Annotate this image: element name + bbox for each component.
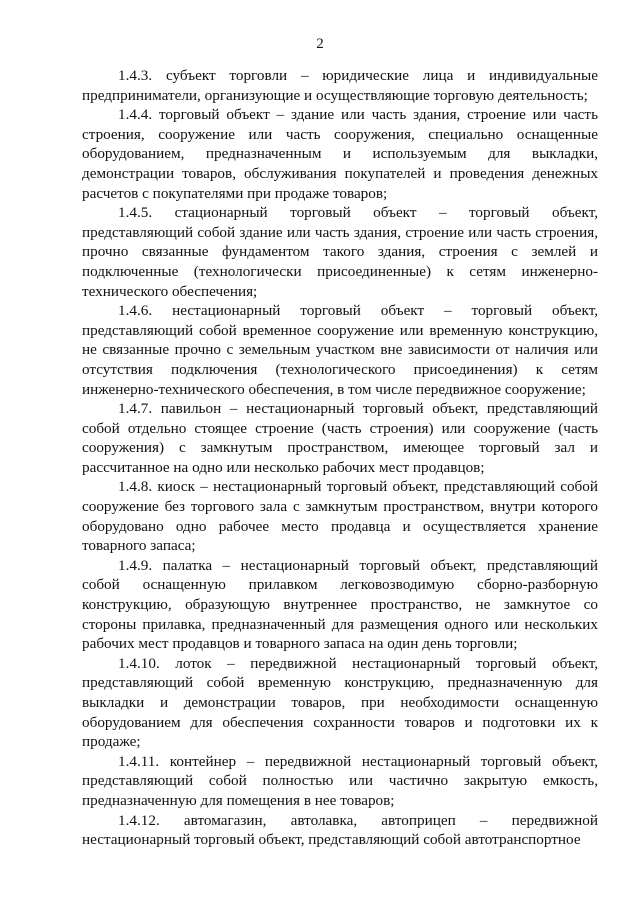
document-body: [82, 66, 598, 850]
paragraph-1-4-10: 1.4.10. лоток – передвижной нестационарный торговый объект, представляющий собой временную конструкцию, предназначенную для выкладки и демонстрации товаров, при необходимости оснащенную оборудованием для обеспечения сохранности товаров и подготовки их к продаже;: [82, 654, 598, 751]
paragraph-1-4-12: 1.4.12. автомагазин, автолавка, автоприцеп – передвижной нестационарный торговый объект, представляющий собой автотранспортное: [82, 811, 598, 849]
paragraph-1-4-3: 1.4.3. субъект торговли – юридические лица и индивидуальные предприниматели, организующие и осуществляющие торговую деятельность;: [82, 67, 598, 104]
paragraph-1-4-11: 1.4.11. контейнер – передвижной нестационарный торговый объект, представляющий собой полностью или частично закрытую емкость, предназначенную для помещения в нее товаров;: [82, 752, 598, 809]
paragraph-1-4-7: 1.4.7. павильон – нестационарный торговый объект, представляющий собой отдельно стоящее строение (часть строения) или сооружение (часть сооружения) с замкнутым пространством, имеющее торговый зал и рассчитанное на одно или несколько рабочих мест продавцов;: [82, 400, 598, 476]
paragraph-1-4-9: 1.4.9. палатка – нестационарный торговый объект, представляющий собой оснащенную прилавком легковозводимую сборно-разборную конструкцию, образующую внутреннее пространство, не замкнутое со стороны прилавка, предназначенный для размещения одного или нескольких рабочих мест продавцов и товарного запаса на один день торговли;: [82, 556, 598, 653]
page-number: 2: [316, 36, 324, 52]
paragraph-1-4-6: 1.4.6. нестационарный торговый объект – торговый объект, представляющий собой временное сооружение или временную конструкцию, не связанные прочно с земельным участком вне зависимости от наличия или отсутствия подключения (технологического присоединения) к сетям инженерно-технического обеспечения, в том числе передвижное сооружение;: [82, 302, 598, 398]
paragraph-1-4-8: 1.4.8. киоск – нестационарный торговый объект, представляющий собой сооружение без торгового зала с замкнутым пространством, внутри которого оборудовано одно рабочее место продавца и осуществляется хранение товарного запаса;: [82, 478, 598, 555]
paragraph-1-4-4: 1.4.4. торговый объект – здание или часть здания, строение или часть строения, сооружение или часть сооружения, специально оснащенные оборудованием, предназначенным и используемым для выкладки, демонстрации товаров, обслуживания покупателей и проведения денежных расчетов с покупателями при продаже товаров;: [82, 106, 598, 202]
paragraph-1-4-5: 1.4.5. стационарный торговый объект – торговый объект, представляющий собой здание или часть здания, строение или часть строения, прочно связанные фундаментом такого здания, строения с землей и подключенные (технологически присоединенные) к сетям инженерно-технического обеспечения;: [82, 204, 598, 300]
